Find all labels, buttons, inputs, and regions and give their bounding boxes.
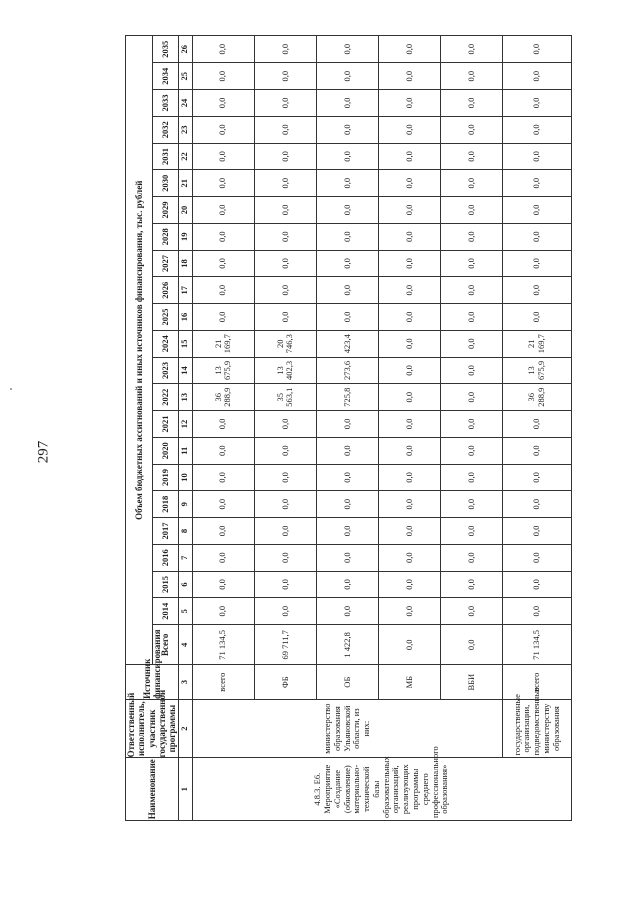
- year-value-cell: 0,0: [441, 197, 503, 224]
- financing-table: [125, 35, 572, 821]
- header-year: 2028: [153, 223, 178, 250]
- year-value-cell: 0,0: [316, 277, 378, 304]
- header-year: 2033: [153, 90, 178, 117]
- year-value-cell: 0,0: [316, 116, 378, 143]
- column-number: 1: [178, 758, 192, 821]
- header-year: 2027: [153, 250, 178, 277]
- year-value-cell: 0,0: [316, 250, 378, 277]
- year-value-cell: 0,0: [316, 304, 378, 331]
- column-number: 6: [178, 571, 192, 598]
- header-year: 2019: [153, 464, 178, 491]
- total-cell: 1 422,8: [316, 625, 378, 665]
- year-value-cell: 0,0: [254, 464, 316, 491]
- year-value-cell: 0,0: [192, 250, 254, 277]
- year-value-cell: 0,0: [379, 304, 441, 331]
- year-value-cell: 0,0: [379, 518, 441, 545]
- year-value-cell: 0,0: [379, 330, 441, 357]
- year-value-cell: 0,0: [379, 36, 441, 63]
- year-value-cell: 0,0: [503, 63, 571, 90]
- year-value-cell: 13 675,9: [503, 357, 571, 384]
- year-value-cell: 0,0: [192, 197, 254, 224]
- year-value-cell: 0,0: [379, 357, 441, 384]
- year-value-cell: 0,0: [254, 63, 316, 90]
- year-value-cell: 0,0: [254, 437, 316, 464]
- year-value-cell: 0,0: [503, 223, 571, 250]
- year-value-cell: 0,0: [192, 223, 254, 250]
- year-value-cell: 0,0: [441, 571, 503, 598]
- column-number: 16: [178, 304, 192, 331]
- year-value-cell: 0,0: [503, 304, 571, 331]
- header-year: 2023: [153, 357, 178, 384]
- year-value-cell: 13 675,9: [192, 357, 254, 384]
- year-value-cell: 0,0: [316, 464, 378, 491]
- year-value-cell: 0,0: [192, 544, 254, 571]
- year-value-cell: 0,0: [379, 90, 441, 117]
- year-value-cell: 0,0: [316, 143, 378, 170]
- year-value-cell: 0,0: [503, 544, 571, 571]
- year-value-cell: 0,0: [441, 116, 503, 143]
- year-value-cell: 0,0: [316, 170, 378, 197]
- year-value-cell: 0,0: [503, 197, 571, 224]
- year-value-cell: 0,0: [254, 223, 316, 250]
- year-value-cell: 0,0: [316, 491, 378, 518]
- year-value-cell: 0,0: [441, 90, 503, 117]
- funding-source: ВБИ: [441, 665, 503, 699]
- year-value-cell: 0,0: [254, 544, 316, 571]
- header-name: Наименование: [126, 758, 179, 821]
- year-value-cell: 0,0: [441, 250, 503, 277]
- year-value-cell: 0,0: [379, 116, 441, 143]
- header-year: 2020: [153, 437, 178, 464]
- year-value-cell: 21 169,7: [192, 330, 254, 357]
- responsible-executor: государственные организации, подведомственные министерству образования: [503, 699, 571, 758]
- year-value-cell: 0,0: [503, 464, 571, 491]
- year-value-cell: 0,0: [379, 571, 441, 598]
- year-value-cell: 0,0: [441, 277, 503, 304]
- year-value-cell: 0,0: [316, 36, 378, 63]
- total-cell: 0,0: [379, 625, 441, 665]
- year-value-cell: 0,0: [441, 437, 503, 464]
- header-year: 2021: [153, 411, 178, 438]
- year-value-cell: 0,0: [316, 90, 378, 117]
- total-cell: 0,0: [441, 625, 503, 665]
- header-source: Источник финансирования: [126, 665, 179, 699]
- header-year: 2035: [153, 36, 178, 63]
- table-row: [503, 36, 571, 821]
- year-value-cell: 0,0: [503, 116, 571, 143]
- year-value-cell: 0,0: [441, 411, 503, 438]
- total-cell: 71 134,5: [192, 625, 254, 665]
- year-value-cell: 0,0: [192, 571, 254, 598]
- year-value-cell: 0,0: [316, 544, 378, 571]
- year-value-cell: 0,0: [254, 90, 316, 117]
- column-number: 12: [178, 411, 192, 438]
- column-number: 14: [178, 357, 192, 384]
- year-value-cell: 0,0: [379, 63, 441, 90]
- header-year: 2018: [153, 491, 178, 518]
- header-year: 2014: [153, 598, 178, 625]
- year-value-cell: 0,0: [192, 518, 254, 545]
- column-number: 20: [178, 197, 192, 224]
- year-value-cell: 0,0: [441, 544, 503, 571]
- year-value-cell: 35 563,1: [254, 384, 316, 411]
- year-value-cell: 36 288,9: [503, 384, 571, 411]
- column-number: 18: [178, 250, 192, 277]
- year-value-cell: 0,0: [192, 143, 254, 170]
- column-number: 11: [178, 437, 192, 464]
- column-number: 17: [178, 277, 192, 304]
- year-value-cell: 0,0: [441, 384, 503, 411]
- year-value-cell: 0,0: [316, 63, 378, 90]
- year-value-cell: 0,0: [316, 197, 378, 224]
- year-value-cell: 0,0: [503, 90, 571, 117]
- year-value-cell: 0,0: [254, 277, 316, 304]
- page-number: 297: [35, 440, 52, 464]
- column-number: 2: [178, 699, 192, 758]
- year-value-cell: 0,0: [441, 357, 503, 384]
- year-value-cell: 0,0: [379, 544, 441, 571]
- column-number: 25: [178, 63, 192, 90]
- year-value-cell: 21 169,7: [503, 330, 571, 357]
- year-value-cell: 0,0: [316, 437, 378, 464]
- year-value-cell: 13 402,3: [254, 357, 316, 384]
- year-value-cell: 0,0: [503, 598, 571, 625]
- year-value-cell: 0,0: [379, 411, 441, 438]
- header-year: 2032: [153, 116, 178, 143]
- header-year: 2022: [153, 384, 178, 411]
- year-value-cell: 0,0: [254, 116, 316, 143]
- column-number: 8: [178, 518, 192, 545]
- year-value-cell: 273,6: [316, 357, 378, 384]
- year-value-cell: 0,0: [441, 304, 503, 331]
- column-number: 19: [178, 223, 192, 250]
- rotated-table-container: [0, 35, 569, 820]
- year-value-cell: 0,0: [192, 116, 254, 143]
- table-row: [192, 36, 254, 821]
- column-number: 10: [178, 464, 192, 491]
- year-value-cell: 0,0: [379, 384, 441, 411]
- year-value-cell: 0,0: [254, 518, 316, 545]
- year-value-cell: 0,0: [316, 411, 378, 438]
- year-value-cell: 0,0: [503, 491, 571, 518]
- column-number: 26: [178, 36, 192, 63]
- year-value-cell: 0,0: [441, 518, 503, 545]
- column-number: 21: [178, 170, 192, 197]
- year-value-cell: 0,0: [503, 250, 571, 277]
- year-value-cell: 0,0: [254, 143, 316, 170]
- year-value-cell: 0,0: [379, 170, 441, 197]
- year-value-cell: 725,8: [316, 384, 378, 411]
- header-year: 2031: [153, 143, 178, 170]
- column-number: 13: [178, 384, 192, 411]
- year-value-cell: 0,0: [192, 464, 254, 491]
- year-value-cell: 0,0: [441, 36, 503, 63]
- header-year: 2029: [153, 197, 178, 224]
- year-value-cell: 0,0: [254, 170, 316, 197]
- year-value-cell: 20 746,3: [254, 330, 316, 357]
- header-responsible: Ответственный исполнитель, участник государственной программы: [126, 689, 178, 758]
- funding-source: всего: [503, 665, 571, 699]
- column-number: 7: [178, 544, 192, 571]
- year-value-cell: 0,0: [379, 437, 441, 464]
- year-value-cell: 0,0: [379, 223, 441, 250]
- year-value-cell: 0,0: [254, 197, 316, 224]
- year-value-cell: 0,0: [254, 36, 316, 63]
- year-value-cell: 0,0: [441, 143, 503, 170]
- year-value-cell: 0,0: [441, 63, 503, 90]
- year-value-cell: 0,0: [254, 411, 316, 438]
- year-value-cell: 0,0: [441, 223, 503, 250]
- header-year: 2017: [153, 518, 178, 545]
- column-number: 9: [178, 491, 192, 518]
- funding-source: всего: [192, 665, 254, 699]
- column-number: 22: [178, 143, 192, 170]
- year-value-cell: 0,0: [503, 518, 571, 545]
- year-value-cell: 0,0: [192, 598, 254, 625]
- year-value-cell: 423,4: [316, 330, 378, 357]
- year-value-cell: 0,0: [316, 598, 378, 625]
- year-value-cell: 0,0: [379, 250, 441, 277]
- header-year: 2015: [153, 571, 178, 598]
- year-value-cell: 0,0: [503, 411, 571, 438]
- header-year: 2025: [153, 304, 178, 331]
- header-year: 2034: [153, 63, 178, 90]
- year-value-cell: 0,0: [503, 36, 571, 63]
- year-value-cell: 0,0: [503, 143, 571, 170]
- funding-source: МБ: [379, 665, 441, 699]
- column-number: 23: [178, 116, 192, 143]
- year-value-cell: 0,0: [192, 36, 254, 63]
- year-value-cell: 36 288,9: [192, 384, 254, 411]
- column-number: 5: [178, 598, 192, 625]
- header-year: 2026: [153, 277, 178, 304]
- year-value-cell: 0,0: [441, 330, 503, 357]
- year-value-cell: 0,0: [192, 90, 254, 117]
- year-value-cell: 0,0: [441, 491, 503, 518]
- column-number: 4: [178, 625, 192, 665]
- year-value-cell: 0,0: [379, 143, 441, 170]
- column-number: 24: [178, 90, 192, 117]
- header-total: Всего: [153, 625, 178, 665]
- responsible-executor: министерство образования Ульяновской области, из них:: [192, 699, 503, 758]
- year-value-cell: 0,0: [192, 491, 254, 518]
- column-number: 15: [178, 330, 192, 357]
- year-value-cell: 0,0: [192, 277, 254, 304]
- year-value-cell: 0,0: [441, 464, 503, 491]
- year-value-cell: 0,0: [254, 571, 316, 598]
- year-value-cell: 0,0: [379, 464, 441, 491]
- year-value-cell: 0,0: [379, 277, 441, 304]
- year-value-cell: 0,0: [379, 197, 441, 224]
- column-number: 3: [178, 665, 192, 699]
- year-value-cell: 0,0: [254, 598, 316, 625]
- year-value-cell: 0,0: [503, 437, 571, 464]
- year-value-cell: 0,0: [254, 304, 316, 331]
- year-value-cell: 0,0: [441, 170, 503, 197]
- year-value-cell: 0,0: [316, 223, 378, 250]
- year-value-cell: 0,0: [192, 170, 254, 197]
- year-value-cell: 0,0: [192, 411, 254, 438]
- activity-name: 4.8.3. Е6. Мероприятие «Создание (обновление) материально-технической базы образовательных организаций, реализующих программы среднего профессионального образования»: [192, 758, 571, 821]
- year-value-cell: 0,0: [254, 491, 316, 518]
- year-value-cell: 0,0: [316, 571, 378, 598]
- header-year: 2016: [153, 544, 178, 571]
- year-value-cell: 0,0: [379, 491, 441, 518]
- year-value-cell: 0,0: [316, 518, 378, 545]
- year-value-cell: 0,0: [441, 598, 503, 625]
- funding-source: ФБ: [254, 665, 316, 699]
- total-cell: 71 134,5: [503, 625, 571, 665]
- year-value-cell: 0,0: [379, 598, 441, 625]
- year-value-cell: 0,0: [192, 63, 254, 90]
- funding-source: ОБ: [316, 665, 378, 699]
- year-value-cell: 0,0: [503, 571, 571, 598]
- header-volume: Объем бюджетных ассигнований и иных источников финансирования, тыс. рублей: [126, 36, 153, 666]
- header-year: 2030: [153, 170, 178, 197]
- header-year: 2024: [153, 330, 178, 357]
- year-value-cell: 0,0: [192, 437, 254, 464]
- total-cell: 69 711,7: [254, 625, 316, 665]
- year-value-cell: 0,0: [503, 170, 571, 197]
- year-value-cell: 0,0: [254, 250, 316, 277]
- year-value-cell: 0,0: [503, 277, 571, 304]
- year-value-cell: 0,0: [192, 304, 254, 331]
